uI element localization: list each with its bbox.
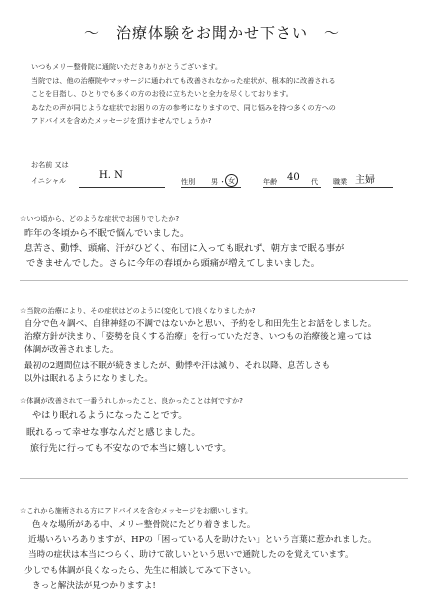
answer-line: 眠れるって幸せな事なんだと感じました。 [26,426,201,438]
selection-circle: 女 [225,174,238,187]
answer-line: 少しでも体調が良くなったら、先生に相談してみて下さい。 [24,565,257,576]
question-improvement: ☆当院の治療により、その症状はどのように(変化して)良くなりましたか? [20,306,256,315]
answer-advice [24,518,404,594]
age-value: 40 [287,172,300,183]
age-label: 年齢 [263,177,278,186]
page-title: ～ 治療体験をお聞かせ下さい ～ [83,24,340,42]
answer-symptoms [24,226,404,271]
profile-section [31,160,401,190]
gender-female-selected [225,174,238,187]
gender-separator: ・ [219,177,227,186]
name-underline [79,187,165,188]
initials-label: イニシャル [31,176,67,185]
answer-line: 昨年の冬頃から不眠で悩んでいました。 [24,228,190,239]
intro-line: 当院では、他の治療院やマッサージに通われても改善されなかった症状が、根本的に改善される [31,75,336,85]
age-unit: 代 [311,177,319,186]
answer-line: 息苦さ、動悸、頭痛、汗がひどく、布団に入っても眠れず、朝方まで眠る事が [24,243,345,254]
answer-line: 体調が改善されました。 [24,345,119,356]
job-underline [333,187,393,188]
answer-line: 最初の2週間位は不眠が続きましたが、動悸や汗は減り、それ以降、息苦しさも [24,360,331,371]
gender-male: 男 [211,177,219,186]
age-underline [263,187,321,188]
intro-line: いつもメリー整骨院に通院いただきありがとうございます。 [31,62,222,71]
answer-line: 近場いろいろありますが、HPの「困っている人を助けたい」という言葉に惹かれました。 [28,535,377,546]
answer-happiest [24,408,404,458]
gender-label: 性別 [181,177,196,186]
name-value: H. N [99,170,123,181]
gender-underline [181,187,241,188]
intro-line: アドバイスを含めたメッセージを頂けませんでしょうか? [31,116,212,126]
name-label: お名前 又は [31,160,69,169]
answer-line: 旅行先に行っても不安なので本当に嬉しいです。 [30,443,232,454]
question-happiest: ☆体調が改善されて一番うれしかったこと、良かったことは何ですか? [20,396,243,405]
intro-text [31,60,401,128]
intro-line: ことを目指し、ひとりでも多くの方のお役に立ちたいと全力を尽くしております。 [31,89,293,99]
answer-line: やはり眠れるようになったことです。 [32,410,188,421]
answer-line: 当時の症状は本当につらく、助けて欲しいという思いで通院したのを覚えています。 [28,550,354,561]
answer-line: できませんでした。さらに今年の春頃から頭痛が増えてしまいました。 [26,258,320,269]
question-symptoms: ☆いつ頃から、どのような症状でお困りでしたか? [20,214,180,223]
question-advice: ☆これから施術される方にアドバイスを含むメッセージをお願いします。 [20,506,253,515]
answer-improvement [24,318,404,386]
answer-line: 以外は眠れるようになりました。 [24,373,153,384]
answer-line: きっと解決法が見つかりますよ! [32,580,156,591]
section-divider [20,280,408,281]
answer-line: 治療方針が決まり、「姿勢を良くする治療」を行っていただき、いつもの治療後と違っては [24,332,372,343]
job-value: 主婦 [355,175,375,186]
answer-line: 自分で色々調べ、自律神経の不調ではないかと思い、予約をし和田先生とお話をしました。 [24,319,377,329]
section-divider [20,478,408,479]
job-label: 職業 [333,177,348,186]
answer-line: 色々な場所がある中、メリー整骨院にたどり着きました。 [32,520,256,530]
intro-line: あなたの声が同じような症状でお困りの方の参考になりますので、同じ悩みを持つ多くの方への [31,102,336,112]
